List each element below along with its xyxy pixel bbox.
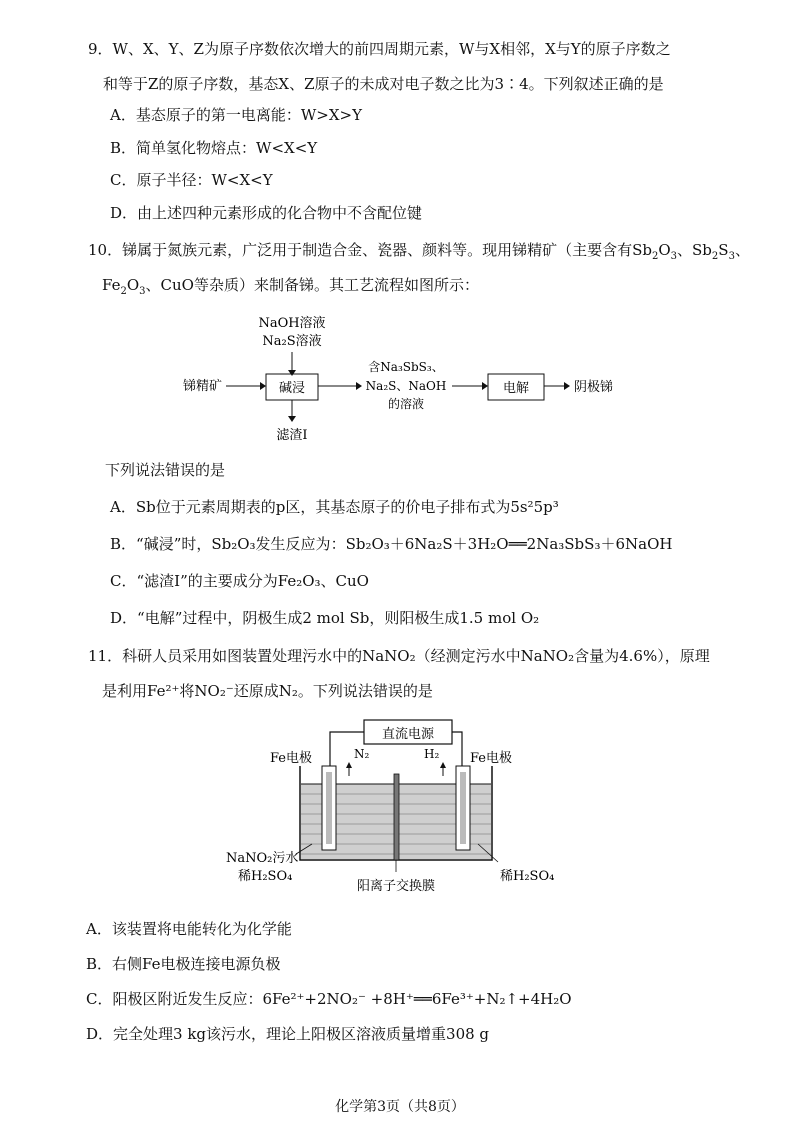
- q11-option-a: A．该装置将电能转化为化学能: [86, 920, 292, 938]
- left-electrode-label: Fe电极: [270, 751, 313, 766]
- q11-stem-line2: 是利用Fe²⁺将NO₂⁻还原成N₂。下列说法错误的是: [102, 682, 433, 700]
- flow-arrowhead-residue: [288, 416, 296, 422]
- left-solution-label-2: 稀H₂SO₄: [238, 869, 293, 884]
- q11-option-d: D．完全处理3 kg该污水，理论上阳极区溶液质量增重308 g: [86, 1025, 490, 1043]
- page-footer: 化学第3页（共8页）: [335, 1099, 465, 1115]
- flow-solution-line2: Na₂S、NaOH: [365, 379, 447, 393]
- q10-option-c: C．“滤渣I”的主要成分为Fe₂O₃、CuO: [110, 572, 369, 590]
- q11-stem-line1: 11．科研人员采用如图装置处理污水中的NaNO₂（经测定污水中NaNO₂含量为4.6%），原理: [88, 647, 710, 665]
- gas-h2-arrowhead: [440, 762, 446, 768]
- flow-input-label: 锑精矿: [183, 379, 223, 394]
- q10-option-b: B．“碱浸”时，Sb₂O₃发生反应为：Sb₂O₃＋6Na₂S＋3H₂O══2Na₃SbS₃＋6NaOH: [110, 535, 673, 553]
- q10-stem-line2: $Fe_2O_3$、CuO等杂质）来制备锑。其工艺流程如图所示：: [102, 276, 479, 297]
- flow-arrowhead-reagent: [288, 370, 296, 376]
- q10-option-d: D．“电解”过程中，阴极生成2 mol Sb，则阳极生成1.5 mol O₂: [110, 609, 540, 627]
- gas-h2-label: H₂: [424, 747, 440, 761]
- flow-reagent-na2s: Na₂S溶液: [262, 334, 322, 349]
- electrolysis-cell-diagram: [0, 714, 800, 904]
- flow-step-alkali-leach: 碱浸: [278, 381, 306, 396]
- q9-option-d: D．由上述四种元素形成的化合物中不含配位键: [110, 204, 423, 222]
- flow-reagent-naoh: NaOH溶液: [258, 316, 326, 331]
- q9-option-a: A．基态原子的第一电离能：W>X>Y: [110, 106, 362, 124]
- q10-stem-line1: 10．锑属于氮族元素，广泛用于制造合金、瓷器、颜料等。现用锑精矿（主要含有$Sb_2O_3$、$Sb_2S_3$、: [88, 241, 750, 262]
- flow-step-electrolysis: 电解: [502, 381, 530, 396]
- gas-n2-label: N₂: [354, 747, 370, 761]
- left-solution-label-1: NaNO₂污水: [226, 851, 299, 866]
- flow-solution-line3: 的溶液: [387, 397, 425, 411]
- right-electrode-label: Fe电极: [470, 751, 513, 766]
- left-fe-electrode-core: [326, 772, 332, 844]
- flow-arrowhead-electrolysis: [482, 382, 488, 390]
- process-flow-diagram: [0, 308, 800, 458]
- power-supply-label: 直流电源: [381, 727, 435, 742]
- gas-n2-arrowhead: [346, 762, 352, 768]
- flow-arrowhead-mid: [356, 382, 362, 390]
- membrane-label: 阳离子交换膜: [356, 879, 436, 894]
- cation-exchange-membrane: [394, 774, 399, 860]
- q10-prompt: 下列说法错误的是: [105, 461, 226, 479]
- flow-arrowhead-output: [564, 382, 570, 390]
- q9-option-b: B．简单氢化物熔点：W<X<Y: [110, 139, 318, 157]
- flow-arrowhead-input: [260, 382, 266, 390]
- q11-option-b: B．右侧Fe电极连接电源负极: [86, 955, 281, 973]
- q10-option-a: A．Sb位于元素周期表的p区，其基态原子的价电子排布式为5s²5p³: [110, 498, 559, 516]
- q9-stem-line2: 和等于Z的原子序数，基态X、Z原子的未成对电子数之比为3∶4。下列叙述正确的是: [103, 75, 664, 93]
- q9-option-c: C．原子半径：W<X<Y: [110, 171, 273, 189]
- flow-output-label: 阴极锑: [574, 380, 614, 395]
- q9-stem-line1: 9．W、X、Y、Z为原子序数依次增大的前四周期元素，W与X相邻，X与Y的原子序数之: [88, 40, 671, 58]
- q11-option-c: C．阳极区附近发生反应：6Fe²⁺+2NO₂⁻ +8H⁺══6Fe³⁺+N₂↑+4H₂O: [86, 990, 572, 1008]
- flow-solution-line1: 含Na₃SbS₃、: [368, 360, 444, 374]
- flow-residue-label: 滤渣I: [276, 428, 308, 443]
- right-solution-label: 稀H₂SO₄: [500, 869, 555, 884]
- right-fe-electrode-core: [460, 772, 466, 844]
